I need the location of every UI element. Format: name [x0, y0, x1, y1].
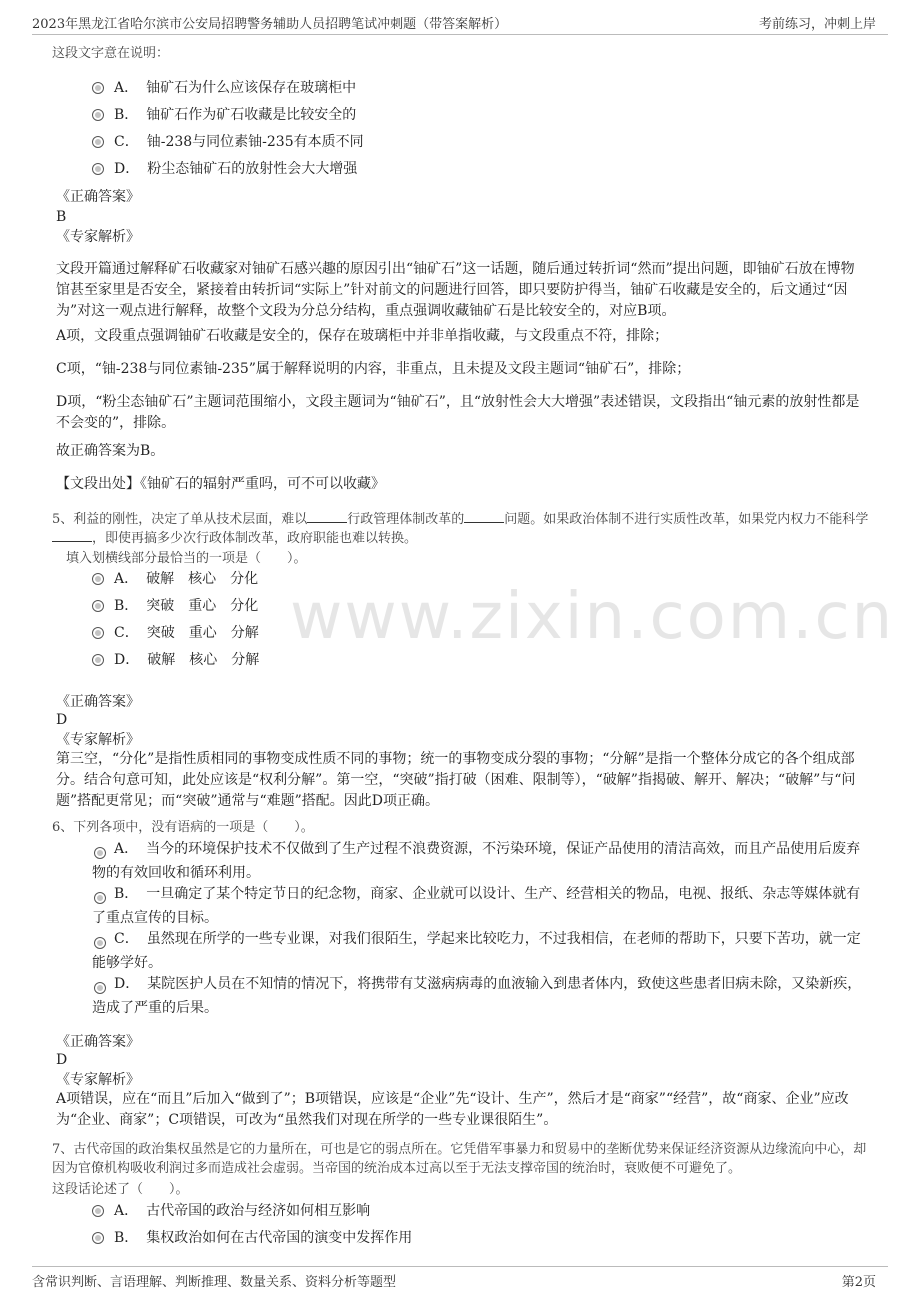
footer-divider [32, 1266, 888, 1267]
fill-blank [307, 510, 347, 523]
q7-option-a[interactable]: A． 古代帝国的政治与经济如何相互影响 [114, 1200, 370, 1222]
q7-option-b[interactable]: B． 集权政治如何在古代帝国的演变中发挥作用 [114, 1227, 412, 1249]
footer-text: 含常识判断、言语理解、判断推理、数量关系、资料分析等题型 [32, 1275, 397, 1290]
source-citation: 【文段出处】《铀矿石的辐射严重吗，可不可以收藏》 [56, 476, 385, 492]
analysis-paragraph: A项错误，应在“而且”后加入“做到了”；B项错误，应该是“企业”先“设计、生产”，然后才是“商家”“经营”，故“商家、企业”应改为“企业、商家”；C项错误，可改为“虽然我们对现在所学的一些专业课很陌生”。 [56, 1091, 849, 1128]
q4-option-a[interactable]: A． 铀矿石为什么应该保存在玻璃柜中 [114, 77, 356, 99]
radio-icon[interactable] [94, 982, 106, 994]
radio-icon[interactable] [92, 82, 104, 94]
answer-value: D [56, 1052, 68, 1068]
q5-stem: 5、利益的刚性，决定了单从技术层面，难以 行政管理体制改革的 问题。如果政治体制不进行实质性改革，如果党内权力不能科学，即使再搞多少次行政体制改革，政府职能也难以转换。 [52, 512, 869, 546]
analysis-paragraph: 第三空，“分化”是指性质相同的事物变成性质不同的事物；统一的事物变成分裂的事物；“分解”是指一个整体分成它的各个组成部分。结合句意可知，此处应该是“权利分解”。第一空，“突破”指打破（困难、限制等），“破解”指揭破、解开、解决；“破解”与“问题”搭配更常见；而“突破”通常与“难题”搭配。因此D项正确。 [56, 751, 856, 809]
q5-option-a[interactable]: A． 破解 核心 分化 [114, 568, 258, 590]
fill-blank [52, 529, 92, 542]
radio-icon[interactable] [92, 136, 104, 148]
radio-icon[interactable] [92, 600, 104, 612]
radio-icon[interactable] [92, 109, 104, 121]
radio-icon[interactable] [92, 573, 104, 585]
answer-value: D [56, 712, 68, 728]
q6-stem: 6、下列各项中，没有语病的一项是（ ）。 [52, 820, 314, 835]
q4-option-b[interactable]: B． 铀矿石作为矿石收藏是比较安全的 [114, 104, 356, 126]
q4-stem-tail: 这段文字意在说明： [52, 46, 170, 61]
q6-option-c[interactable]: C． 虽然现在所学的一些专业课，对我们很陌生，学起来比较吃力，不过我相信，在老师的帮助下，只要下苦功，就一定能够学好。 [92, 931, 861, 971]
q5-option-c[interactable]: C． 突破 重心 分解 [114, 622, 259, 644]
header-divider [32, 34, 888, 35]
q6-option-b[interactable]: B． 一旦确定了某个特定节日的纪念物，商家、企业就可以设计、生产、经营相关的物品，电视、报纸、杂志等媒体就有了重点宣传的目标。 [92, 886, 861, 926]
document-title: 2023年黑龙江省哈尔滨市公安局招聘警务辅助人员招聘笔试冲刺题（带答案解析） [32, 17, 508, 32]
radio-icon[interactable] [92, 654, 104, 666]
q4-option-c[interactable]: C． 铀-238与同位素铀-235有本质不同 [114, 131, 364, 153]
answer-label: 《正确答案》 [56, 694, 140, 710]
analysis-label: 《专家解析》 [56, 229, 140, 245]
analysis-paragraph: 文段开篇通过解释矿石收藏家对铀矿石感兴趣的原因引出“铀矿石”这一话题，随后通过转折词“然而”提出问题，即铀矿石放在博物馆甚至家里是否安全，紧接着由转折词“实际上”针对前文的问题进行回答，即只要防护得当，铀矿石收藏是安全的，后文通过“因为”对这一观点进行解释，故整个文段为分总分结构，重点强调收藏铀矿石是比较安全的，对应B项。 [56, 261, 855, 319]
analysis-conclusion: 故正确答案为B。 [56, 443, 165, 459]
q4-option-d[interactable]: D． 粉尘态铀矿石的放射性会大大增强 [114, 158, 357, 180]
radio-icon[interactable] [94, 892, 106, 904]
analysis-label: 《专家解析》 [56, 1072, 140, 1088]
page-number: 第2页 [841, 1275, 876, 1290]
radio-icon[interactable] [94, 847, 106, 859]
q6-option-a[interactable]: A． 当今的环境保护技术不仅做到了生产过程不浪费资源，不污染环境，保证产品使用的清洁高效，而且产品使用后废弃物的有效回收和循环利用。 [92, 841, 861, 881]
analysis-paragraph: C项，“铀-238与同位素铀-235”属于解释说明的内容，非重点，且未提及文段主题词“铀矿石”，排除； [56, 361, 691, 377]
answer-value: B [56, 209, 67, 225]
watermark: www.zixin.com.cn [290, 580, 895, 654]
radio-icon[interactable] [94, 937, 106, 949]
q5-option-d[interactable]: D． 破解 核心 分解 [114, 649, 259, 671]
analysis-paragraph: D项，“粉尘态铀矿石”主题词范围缩小，文段主题词为“铀矿石”，且“放射性会大大增强”表述错误，文段指出“铀元素的放射性都是不会变的”，排除。 [56, 394, 860, 431]
fill-blank [464, 510, 504, 523]
radio-icon[interactable] [92, 163, 104, 175]
analysis-paragraph: A项，文段重点强调铀矿石收藏是安全的，保存在玻璃柜中并非单指收藏，与文段重点不符，排除； [56, 328, 669, 344]
q5-ask: 填入划横线部分最恰当的一项是（ ）。 [66, 551, 307, 566]
radio-icon[interactable] [92, 627, 104, 639]
radio-icon[interactable] [92, 1205, 104, 1217]
q6-option-d[interactable]: D． 某院医护人员在不知情的情况下，将携带有艾滋病病毒的血液输入到患者体内，致使这些患者旧病未除，又染新疾，造成了严重的后果。 [92, 976, 862, 1016]
answer-label: 《正确答案》 [56, 1034, 140, 1050]
header-slogan: 考前练习，冲刺上岸 [758, 17, 876, 32]
analysis-label: 《专家解析》 [56, 732, 140, 748]
q5-option-b[interactable]: B． 突破 重心 分化 [114, 595, 258, 617]
q7-stem: 7、古代帝国的政治集权虽然是它的力量所在，可也是它的弱点所在。它凭借军事暴力和贸易中的垄断优势来保证经济资源从边缘流向中心，却因为官僚机构吸收利润过多而造成社会虚弱。当帝国的统治成本过高以至于无法支撑帝国的统治时，衰败便不可避免了。 [52, 1142, 867, 1176]
answer-label: 《正确答案》 [56, 189, 140, 205]
q7-ask: 这段话论述了（ ）。 [52, 1182, 189, 1197]
radio-icon[interactable] [92, 1232, 104, 1244]
